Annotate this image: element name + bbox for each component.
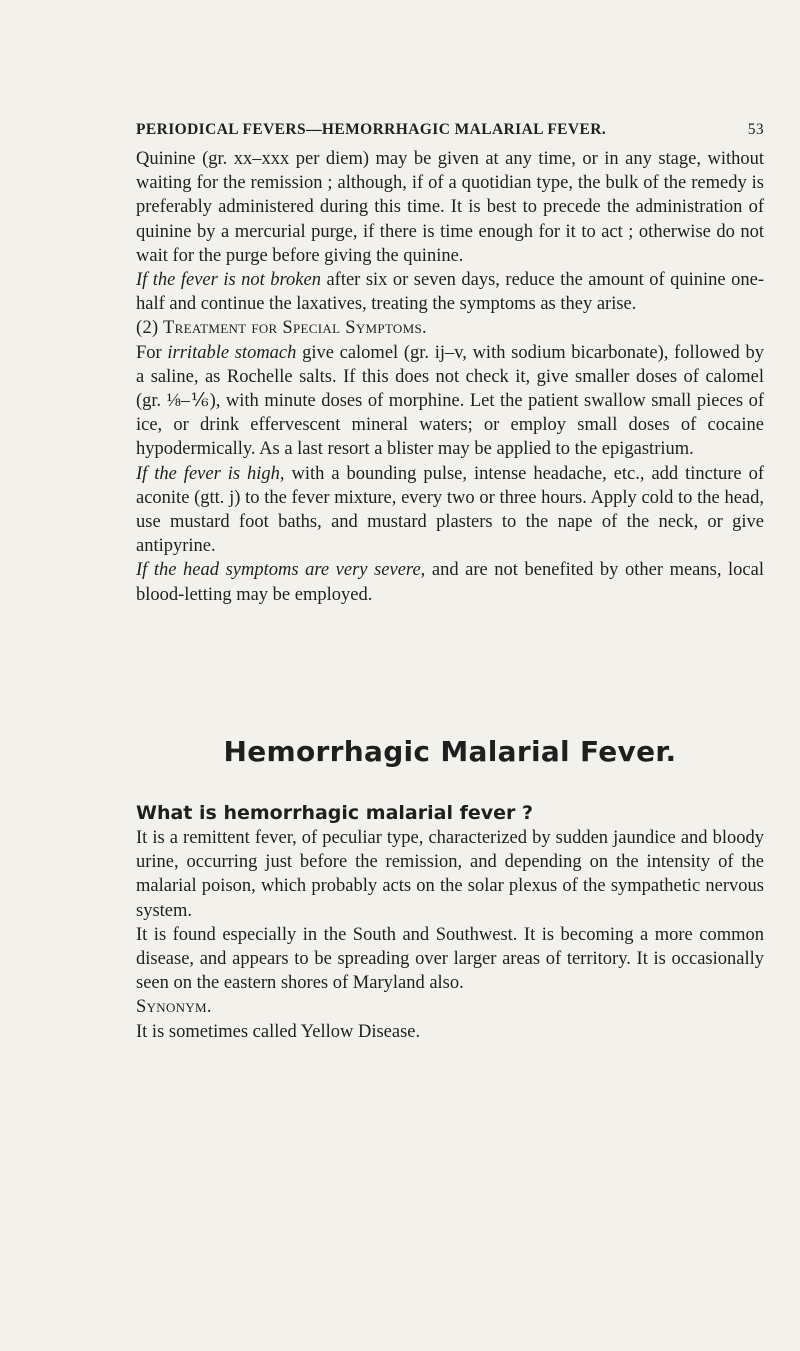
italic-lead: If the fever is high xyxy=(136,463,280,484)
paragraph-irritable-stomach xyxy=(136,341,764,462)
paragraph-fever-high xyxy=(136,462,764,559)
italic-lead: irritable stomach xyxy=(167,342,297,363)
running-head-title: PERIODICAL FEVERS—HEMORRHAGIC MALARIAL FEVER. xyxy=(136,121,607,138)
paragraph-text: , with a bounding pulse, intense headache, etc., add tincture of aconite (gtt. j) to the fever mixture, every two or three hours. Apply cold to the head, use mustard foot baths, and mustard plasters to the nape of the neck, or give antipyrine. xyxy=(136,463,765,557)
paragraph-distribution: It is found especially in the South and Southwest. It is becoming a more common disease, and appears to be spreading over larger areas of territory. It is occasionally seen on the eastern shores of Maryland also. xyxy=(136,924,764,994)
paragraph-definition: It is a remittent fever, of peculiar type, characterized by sudden jaundice and bloody urine, occurring just before the remission, and depending on the intensity of the malarial poison, which probably acts on the solar plexus of the sympathetic nervous system. xyxy=(136,828,764,921)
subheading-special-symptoms: (2) Treatment for Special Symptoms. xyxy=(136,318,427,339)
italic-lead: If the head symptoms are very severe xyxy=(136,560,421,581)
paragraph-text: ), with minute doses of morphine. Let the patient swallow small pieces of ice, or drink effervescent mineral waters; or employ small doses of cocaine hypodermically. As a last resort a blister may be applied to the epigastrium. xyxy=(136,391,765,460)
treatment-section xyxy=(136,147,764,607)
italic-lead: If the fever is not broken xyxy=(136,270,321,291)
paragraph-text: For xyxy=(136,342,168,363)
paragraph-fever-not-broken xyxy=(136,268,764,316)
paragraph-text: , and are not benefited by other means, local blood-letting may be employed. xyxy=(136,560,764,605)
paragraph-quinine: Quinine (gr. xx–xxx per diem) may be given at any time, or in any stage, without waiting for the remission ; although, if of a quotidian type, the bulk of the remedy is preferably administered during this time. It is best to precede the administration of quinine by a mercurial purge, if there is time enough for it to act ; otherwise do not wait for the purge before giving the quinine. xyxy=(136,149,764,266)
page-number: 53 xyxy=(747,121,764,138)
paragraph-head-symptoms xyxy=(136,558,764,606)
running-header xyxy=(136,121,764,143)
hemorrhagic-section xyxy=(136,800,764,1044)
paragraph-text: give calomel (gr. ij–v, with sodium bicarbonate), followed by a saline, as Rochelle salts. If this does not check it, give smaller doses of calomel (gr. xyxy=(136,342,764,412)
question-heading: What is hemorrhagic malarial fever ? xyxy=(136,802,533,824)
fraction-dose: ⅛–⅙ xyxy=(166,391,210,412)
section-title: Hemorrhagic Malarial Fever. xyxy=(223,735,677,768)
paragraph-text: after six or seven days, reduce the amount of quinine one-half and continue the laxatives, treating the symptoms as they arise. xyxy=(136,270,764,315)
synonym-label: Synonym. xyxy=(136,997,212,1018)
synonym-text: It is sometimes called Yellow Disease. xyxy=(136,1021,421,1042)
